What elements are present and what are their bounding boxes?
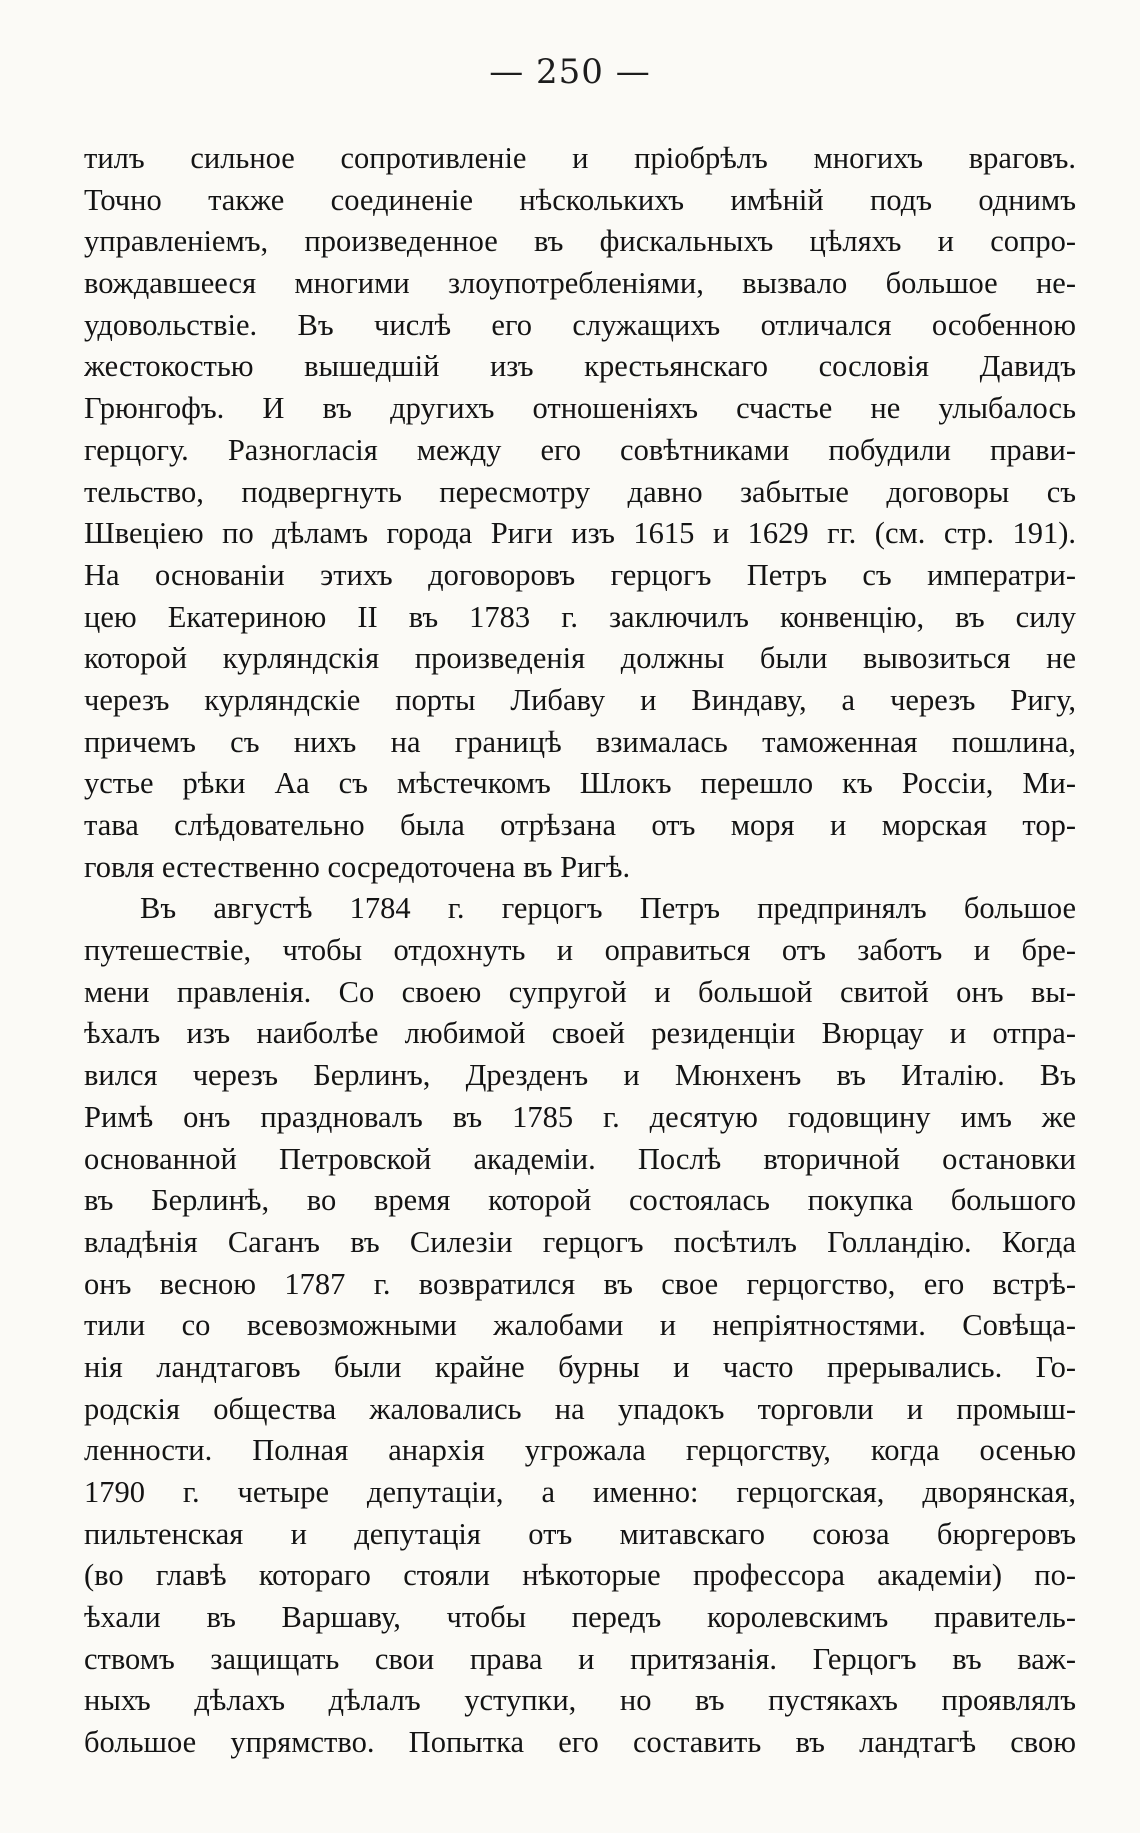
text-line: ныхъ дѣлахъ дѣлалъ уступки, но въ пустякахъ проявлялъ xyxy=(84,1683,1076,1718)
text-line: родскія общества жаловались на упадокъ торговли и промыш- xyxy=(84,1391,1076,1426)
text-line: тава слѣдовательно была отрѣзана отъ моря и морская тор- xyxy=(84,808,1076,842)
text-line: мени правленія. Со своею супругой и большой свитой онъ вы- xyxy=(84,974,1076,1009)
text-line: (во главѣ котораго стояли нѣкоторые профессора академіи) по- xyxy=(84,1558,1076,1593)
text-line: нія ландтаговъ были крайне бурны и часто прерывались. Го- xyxy=(84,1349,1076,1384)
text-line: жестокостью вышедшій изъ крестьянскаго сословія Давидъ xyxy=(84,349,1076,384)
page-number: — 250 — xyxy=(489,52,651,92)
text-line: 1790 г. четыре депутаціи, а именно: герцогская, дворянская, xyxy=(84,1475,1076,1509)
text-line: управленіемъ, произведенное въ фискальныхъ цѣляхъ и сопро- xyxy=(84,224,1076,259)
text-line: На основаніи этихъ договоровъ герцогъ Петръ съ императри- xyxy=(84,557,1076,592)
text-line: онъ весною 1787 г. возвратился въ свое герцогство, его встрѣ- xyxy=(84,1266,1076,1301)
text-line: владѣнія Саганъ въ Силезіи герцогъ посѣтилъ Голландію. Когда xyxy=(84,1224,1076,1259)
text-line: ѣхалъ изъ наиболѣе любимой своей резиденціи Вюрцау и отпра- xyxy=(84,1016,1076,1051)
text-line: Швеціею по дѣламъ города Риги изъ 1615 и 1629 гг. (см. стр. 191). xyxy=(84,516,1076,551)
text-line: герцогу. Разногласія между его совѣтниками побудили прави- xyxy=(84,432,1076,467)
text-line: тилъ сильное сопротивленіе и пріобрѣлъ многихъ враговъ. xyxy=(84,141,1076,175)
text-line: Точно также соединеніе нѣсколькихъ имѣній подъ однимъ xyxy=(84,182,1076,217)
text-line: ленности. Полная анархія угрожала герцогству, когда осенью xyxy=(84,1433,1076,1468)
text-line: ѣхали въ Варшаву, чтобы передъ королевскимъ правитель- xyxy=(84,1600,1076,1635)
text-line: которой курляндскія произведенія должны были вывозиться не xyxy=(84,641,1076,676)
text-line: въ Берлинѣ, во время которой состоялась покупка большого xyxy=(84,1183,1076,1218)
text-line: пильтенская и депутація отъ митавскаго союза бюргеровъ xyxy=(84,1516,1076,1551)
text-line: вождавшееся многими злоупотребленіями, вызвало большое не- xyxy=(84,266,1076,301)
text-line: вился черезъ Берлинъ, Дрезденъ и Мюнхенъ въ Италію. Въ xyxy=(84,1058,1076,1093)
text-line: основанной Петровской академіи. Послѣ вторичной остановки xyxy=(84,1141,1076,1176)
text-line: причемъ съ нихъ на границѣ взималась таможенная пошлина, xyxy=(84,724,1076,759)
paragraph-start-line: Въ августѣ 1784 г. герцогъ Петръ предпринялъ большое xyxy=(140,891,1076,926)
text-line: большое упрямство. Попытка его составить въ ландтагѣ свою xyxy=(84,1725,1076,1760)
text-line: тили со всевозможными жалобами и непріятностями. Совѣща- xyxy=(84,1308,1076,1343)
text-line: путешествіе, чтобы отдохнуть и оправиться отъ заботъ и бре- xyxy=(84,933,1076,968)
text-line: цею Екатериною II въ 1783 г. заключилъ конвенцію, въ силу xyxy=(84,599,1076,634)
text-line: черезъ курляндскіе порты Либаву и Виндаву, а черезъ Ригу, xyxy=(84,682,1076,717)
body-text xyxy=(84,138,1076,1764)
text-line: Грюнгофъ. И въ другихъ отношеніяхъ счастье не улыбалось xyxy=(84,391,1076,426)
text-line: устье рѣки Аа съ мѣстечкомъ Шлокъ перешло къ Россіи, Ми- xyxy=(84,766,1076,801)
text-line: ствомъ защищать свои права и притязанія. Герцогъ въ важ- xyxy=(84,1641,1076,1676)
text-line: Римѣ онъ праздновалъ въ 1785 г. десятую годовщину имъ же xyxy=(84,1099,1076,1134)
paragraph-end-line: говля естественно сосредоточена въ Ригѣ. xyxy=(84,849,631,884)
text-line: удовольствіе. Въ числѣ его служащихъ отличался особенною xyxy=(84,307,1076,342)
text-line: тельство, подвергнуть пересмотру давно забытые договоры съ xyxy=(84,474,1076,509)
